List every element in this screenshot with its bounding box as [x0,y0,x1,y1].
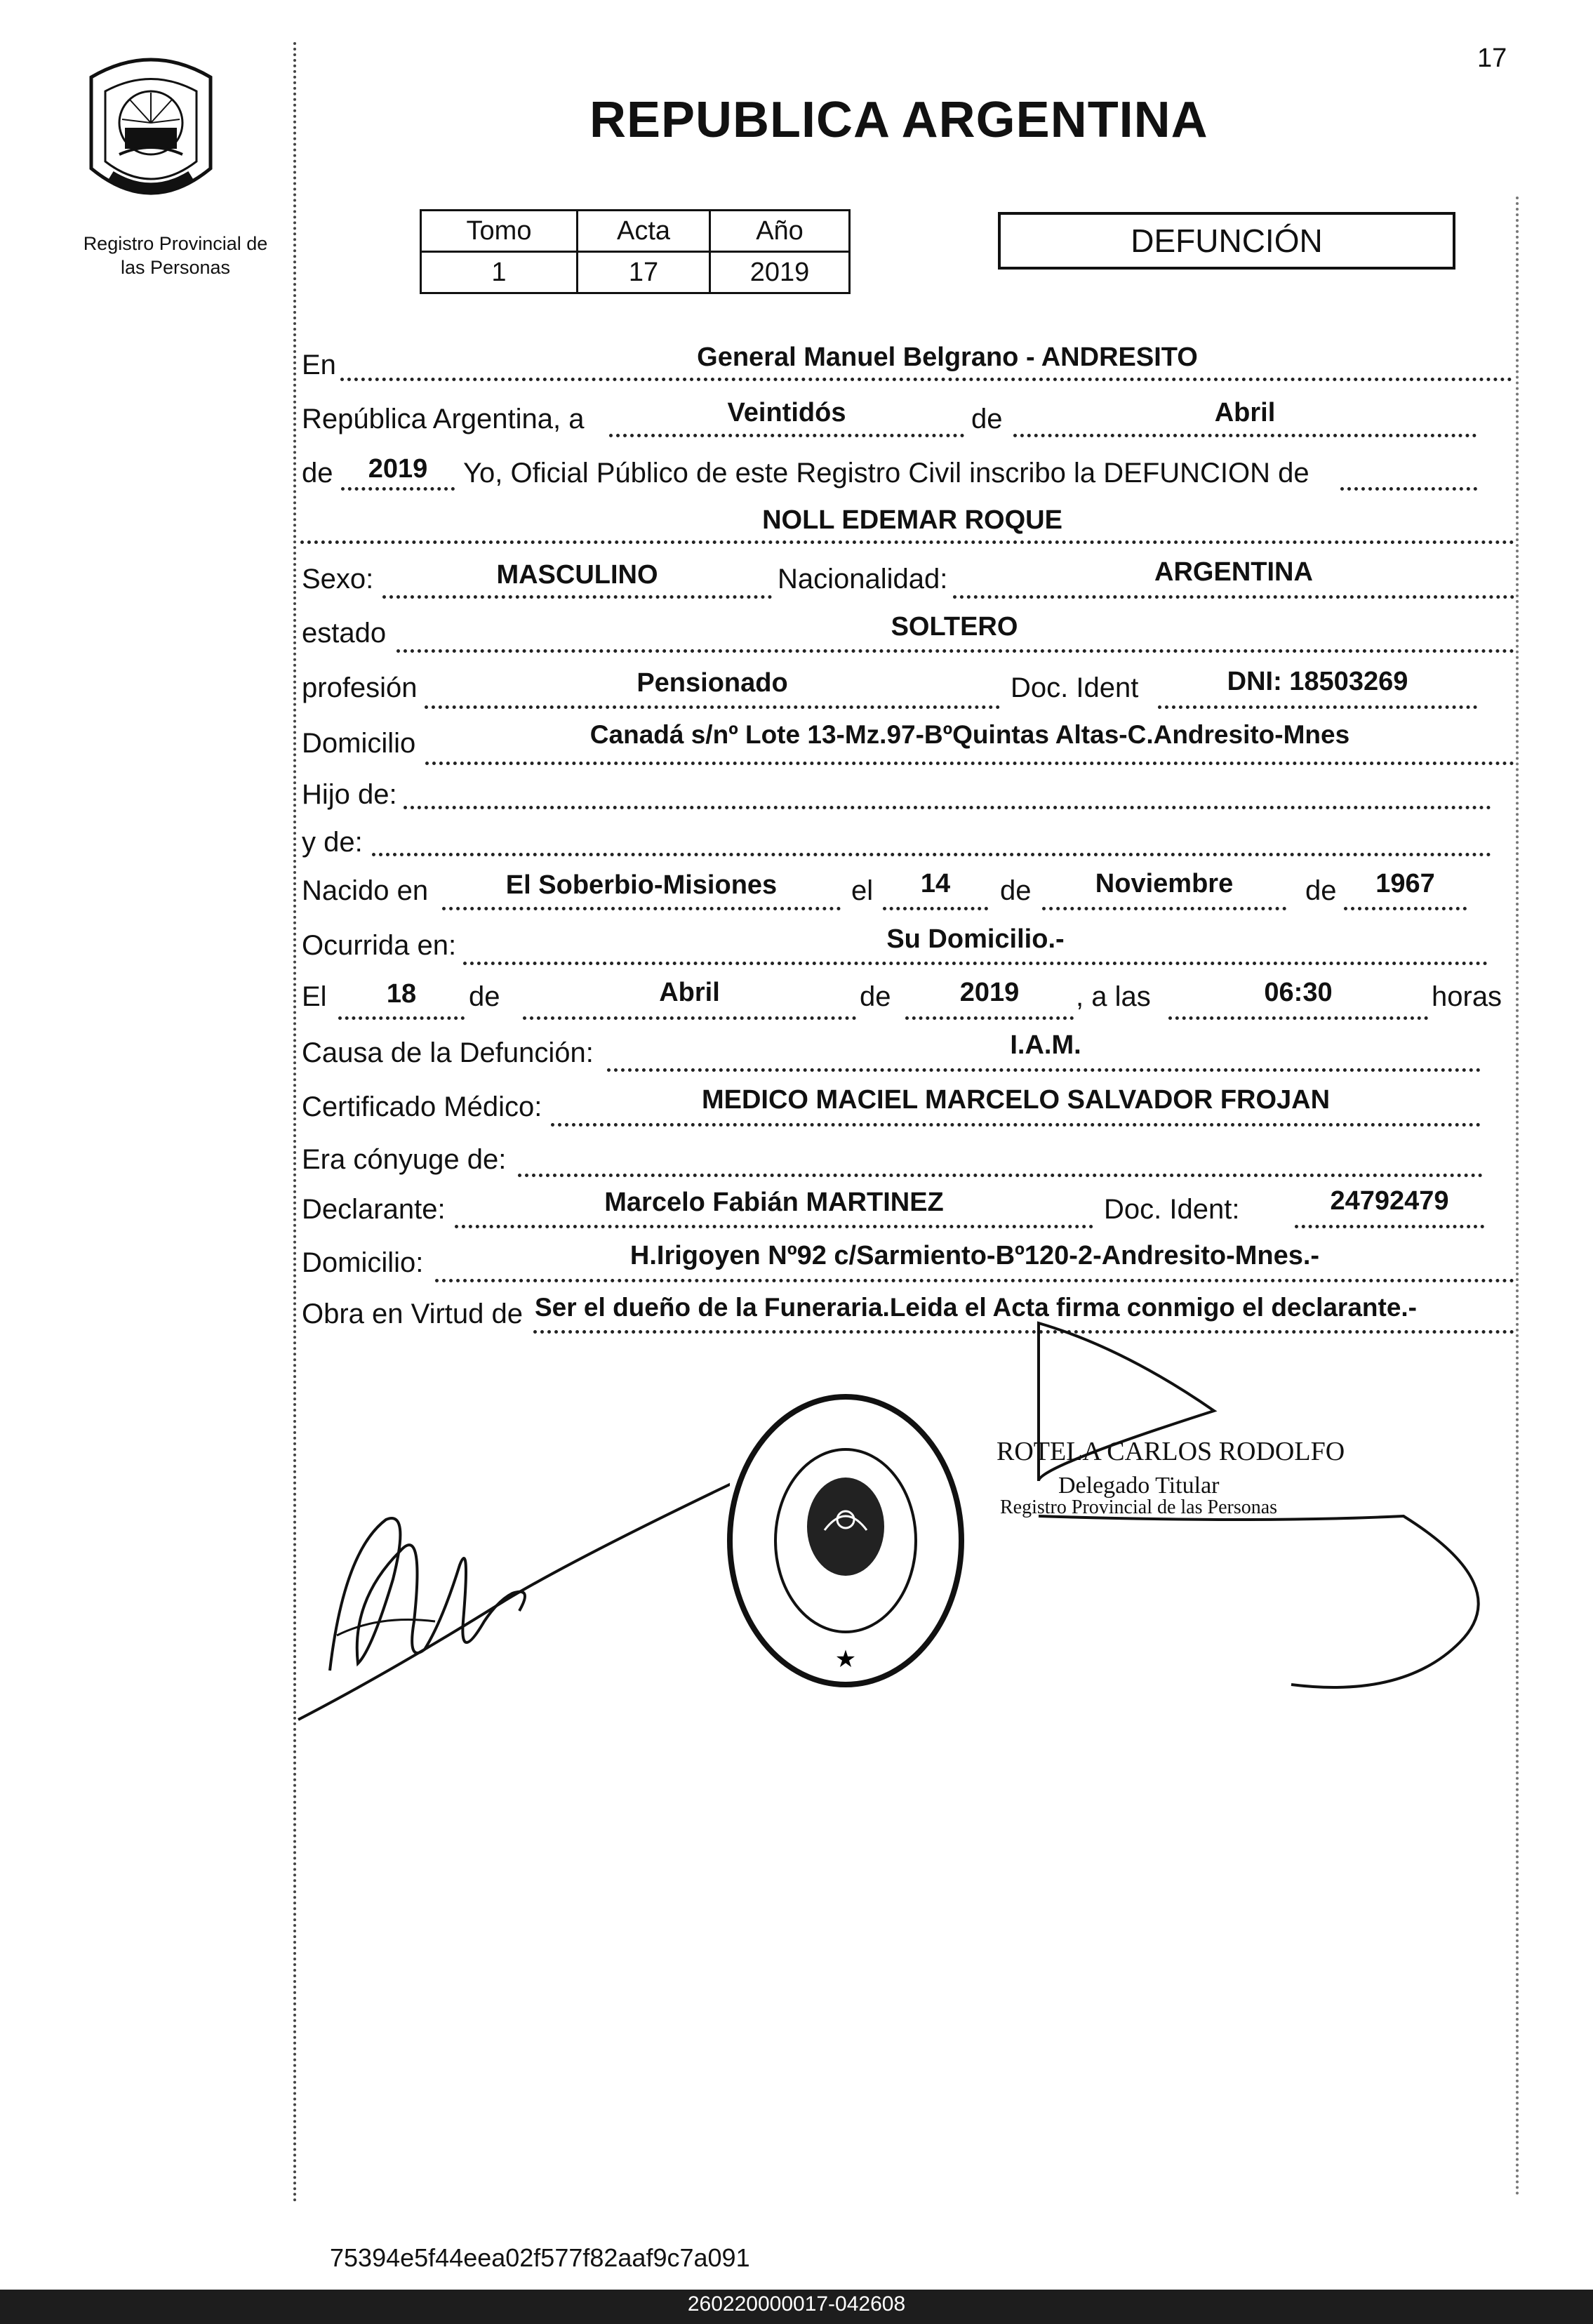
record-type-box: DEFUNCIÓN [998,212,1455,270]
label-hijo-de: Hijo de: [302,779,397,810]
header-acta: Acta [578,211,710,252]
label-declarante: Declarante: [302,1194,446,1225]
value-sex: MASCULINO [496,560,658,590]
dotted-line [1295,1225,1484,1228]
label-domicilio-declarant: Domicilio: [302,1247,424,1278]
label-obra: Obra en Virtud de [302,1299,524,1329]
dotted-line [1013,434,1477,437]
dotted-line [1340,487,1477,491]
dotted-line [425,705,1000,709]
label-yo: Yo, Oficial Público de este Registro Civil inscribo la DEFUNCION de [463,458,1309,489]
value-marital-status: SOLTERO [891,612,1018,642]
label-de: de [1000,875,1032,906]
label-nacido-en: Nacido en [302,875,429,906]
value-profession: Pensionado [636,668,788,698]
dotted-line [341,487,455,491]
dotted-line [300,540,1514,544]
dotted-line [435,1279,1514,1282]
province-seal-logo [77,49,225,211]
value-death-month: Abril [659,978,720,1007]
registry-caption-line2: las Personas [120,257,231,278]
label-profesion: profesión [302,672,418,703]
value-acta: 17 [578,252,710,293]
label-certificado: Certificado Médico: [302,1091,542,1122]
right-margin-rule [1516,197,1519,2197]
dotted-line [905,1016,1074,1020]
dotted-line [396,649,1514,653]
officer-office: Registro Provincial de las Personas [1000,1496,1278,1518]
officer-name: ROTELA CARLOS RODOLFO [997,1437,1345,1466]
label-a-las: , a las [1076,981,1151,1012]
dotted-line [455,1225,1093,1228]
value-address: Canadá s/nº Lote 13-Mz.97-BºQuintas Altas-C.Andresito-Mnes [589,720,1350,749]
value-deceased-name: NOLL EDEMAR ROQUE [762,505,1062,535]
label-de: de [971,404,1003,434]
value-month: Abril [1214,398,1276,427]
value-death-place: Su Domicilio.- [886,924,1065,954]
dotted-line [382,595,772,599]
document-code: 260220000017-042608 [687,2292,906,2316]
dotted-line [463,962,1488,965]
officer-role: Delegado Titular [1058,1473,1220,1499]
label-horas: horas [1432,981,1502,1012]
registry-caption-line1: Registro Provincial de [83,233,268,254]
dotted-line [883,907,988,910]
left-margin-rule [293,42,296,2204]
value-tomo: 1 [421,252,578,293]
label-conyuge: Era cónyuge de: [302,1144,507,1175]
dotted-line [1168,1016,1428,1020]
dotted-line [551,1123,1481,1127]
dotted-line [518,1174,1483,1177]
declarant-signature [295,1439,730,1727]
dotted-line [609,434,964,437]
value-place: General Manuel Belgrano - ANDRESITO [697,343,1198,372]
label-el: el [851,875,874,906]
dotted-line [607,1068,1481,1072]
label-y-de: y de: [302,827,363,858]
label-domicilio: Domicilio [302,728,416,759]
label-nacionalidad: Nacionalidad: [778,564,948,595]
value-birth-place: El Soberbio-Misiones [505,870,778,900]
registry-caption [70,232,281,279]
dotted-line [425,762,1514,765]
dotted-line [372,853,1491,856]
value-declarant: Marcelo Fabián MARTINEZ [604,1188,944,1217]
page-title: REPUBLICA ARGENTINA [589,92,1208,148]
page-number: 17 [1477,44,1507,73]
label-doc-ident-declarant: Doc. Ident: [1104,1194,1240,1225]
record-table-value-row [421,252,850,293]
label-de: de [469,981,500,1012]
label-republica: República Argentina, a [302,404,585,434]
dotted-line [442,907,841,910]
label-sexo: Sexo: [302,564,374,595]
svg-text:★: ★ [834,1645,857,1673]
official-stamp [716,1386,975,1695]
dotted-line [340,378,1512,381]
value-day: Veintidós [727,398,846,427]
label-doc-ident: Doc. Ident [1011,672,1139,703]
value-year: 2019 [368,454,428,484]
dotted-line [1344,907,1467,910]
value-medical-certificate: MEDICO MACIEL MARCELO SALVADOR FROJAN [701,1085,1331,1115]
dotted-line [523,1016,856,1020]
label-de: de [860,981,891,1012]
value-death-time: 06:30 [1264,978,1333,1007]
record-table-header-row [421,211,850,252]
label-en: En [302,350,336,380]
dotted-line [338,1016,465,1020]
value-death-year: 2019 [959,978,1020,1007]
value-birth-month: Noviembre [1095,869,1234,898]
document-hash: 75394e5f44eea02f577f82aaf9c7a091 [330,2243,750,2272]
label-de: de [302,458,333,489]
value-birth-year: 1967 [1375,869,1435,898]
value-declarant-address: H.Irigoyen Nº92 c/Sarmiento-Bº120-2-Andresito-Mnes.- [629,1241,1320,1270]
label-estado: estado [302,618,387,649]
dotted-line [953,595,1514,599]
label-el-cap: El [302,981,327,1012]
value-death-day: 18 [386,979,417,1009]
dotted-line [1158,705,1477,709]
label-de: de [1305,875,1337,906]
record-table [420,209,851,294]
label-ocurrida-en: Ocurrida en: [302,930,457,961]
value-doc-id: DNI: 18503269 [1227,667,1408,696]
header-tomo: Tomo [421,211,578,252]
value-virtue: Ser el dueño de la Funeraria.Leida el Acta firma conmigo el declarante.- [535,1293,1418,1322]
value-birth-day: 14 [920,869,951,898]
value-ano: 2019 [710,252,850,293]
value-nationality: ARGENTINA [1154,557,1313,587]
dotted-line [404,806,1491,809]
label-causa: Causa de la Defunción: [302,1037,594,1068]
dotted-line [1042,907,1286,910]
header-ano: Año [710,211,850,252]
value-cause: I.A.M. [1010,1030,1081,1060]
value-declarant-doc: 24792479 [1330,1186,1449,1216]
